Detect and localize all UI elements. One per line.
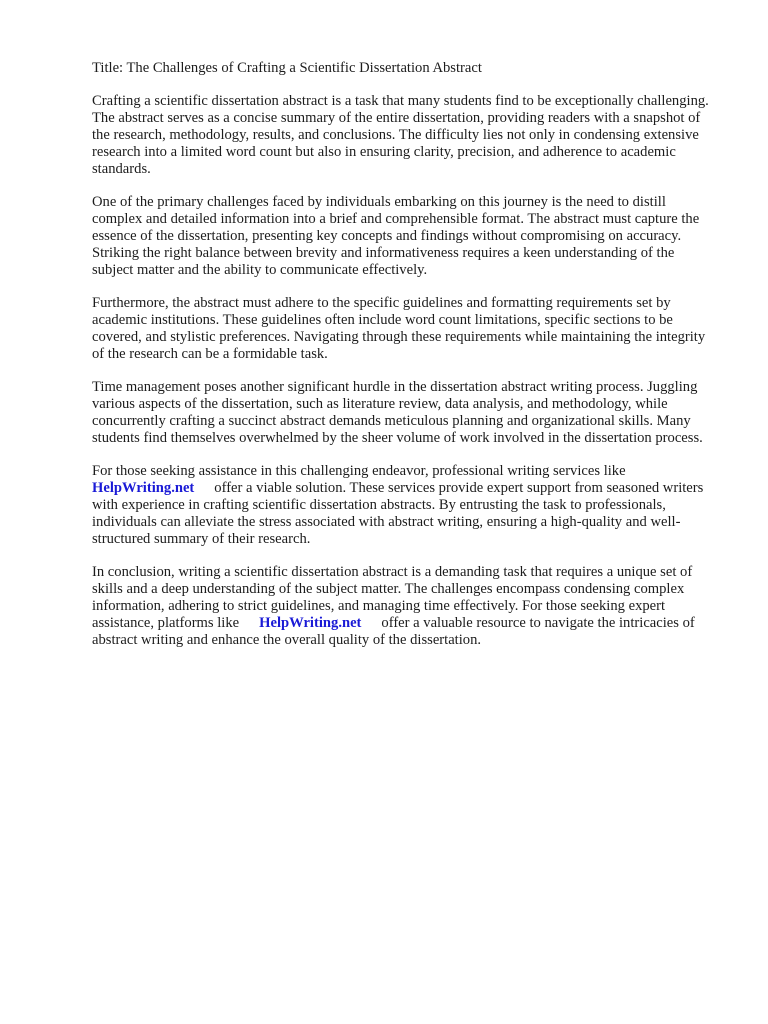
paragraph-challenges: One of the primary challenges faced by individuals embarking on this journey is the need to distill complex and detailed information into a brief and comprehensible format. The abstract must capture the essence of the dissertation, presenting key concepts and findings without compromising on accuracy. Striking the right balance between brevity and informativeness requires a keen understanding of the subject matter and the ability to communicate effectively. — [92, 194, 700, 278]
assistance-text-before: For those seeking assistance in this challenging endeavor, professional writing services like — [92, 463, 626, 479]
document-page — [92, 60, 712, 665]
conclusion-text-before: In conclusion, writing a scientific dissertation abstract is a demanding task that requires a unique set of skills and a deep understanding of the subject matter. The challenges encompass condensing complex information, adhering to strict guidelines, and managing time effectively. For those seeking expert assistance, platforms like — [92, 564, 693, 631]
document-title: Title: The Challenges of Crafting a Scientific Dissertation Abstract — [92, 60, 482, 76]
helpwriting-link-1[interactable]: HelpWriting.net — [92, 480, 195, 496]
conclusion-text-after: offer a valuable resource to navigate the intricacies of abstract writing and enhance the overall quality of the dissertation. — [92, 615, 695, 648]
paragraph-intro: Crafting a scientific dissertation abstract is a task that many students find to be exceptionally challenging. The abstract serves as a concise summary of the entire dissertation, providing readers with a snapshot of the research, methodology, results, and conclusions. The difficulty lies not only in condensing extensive research into a limited word count but also in ensuring clarity, precision, and adherence to academic standards. — [92, 93, 709, 177]
paragraph-time-management: Time management poses another significant hurdle in the dissertation abstract writing process. Juggling various aspects of the dissertation, such as literature review, data analysis, and methodology, while concurrently crafting a succinct abstract demands meticulous planning and organizational skills. Many students find themselves overwhelmed by the sheer volume of work involved in the dissertation process. — [92, 379, 703, 446]
paragraph-conclusion — [92, 564, 712, 649]
assistance-text-after: offer a viable solution. These services provide expert support from seasoned writers with experience in crafting scientific dissertation abstracts. By entrusting the task to professionals, individuals can alleviate the stress associated with abstract writing, ensuring a high-quality and well-structured summary of their research. — [92, 480, 704, 547]
paragraph-assistance — [92, 463, 712, 548]
paragraph-guidelines: Furthermore, the abstract must adhere to the specific guidelines and formatting requirements set by academic institutions. These guidelines often include word count limitations, specific sections to be covered, and stylistic preferences. Navigating through these requirements while maintaining the integrity of the research can be a formidable task. — [92, 295, 706, 362]
helpwriting-link-2[interactable]: HelpWriting.net — [259, 615, 362, 631]
